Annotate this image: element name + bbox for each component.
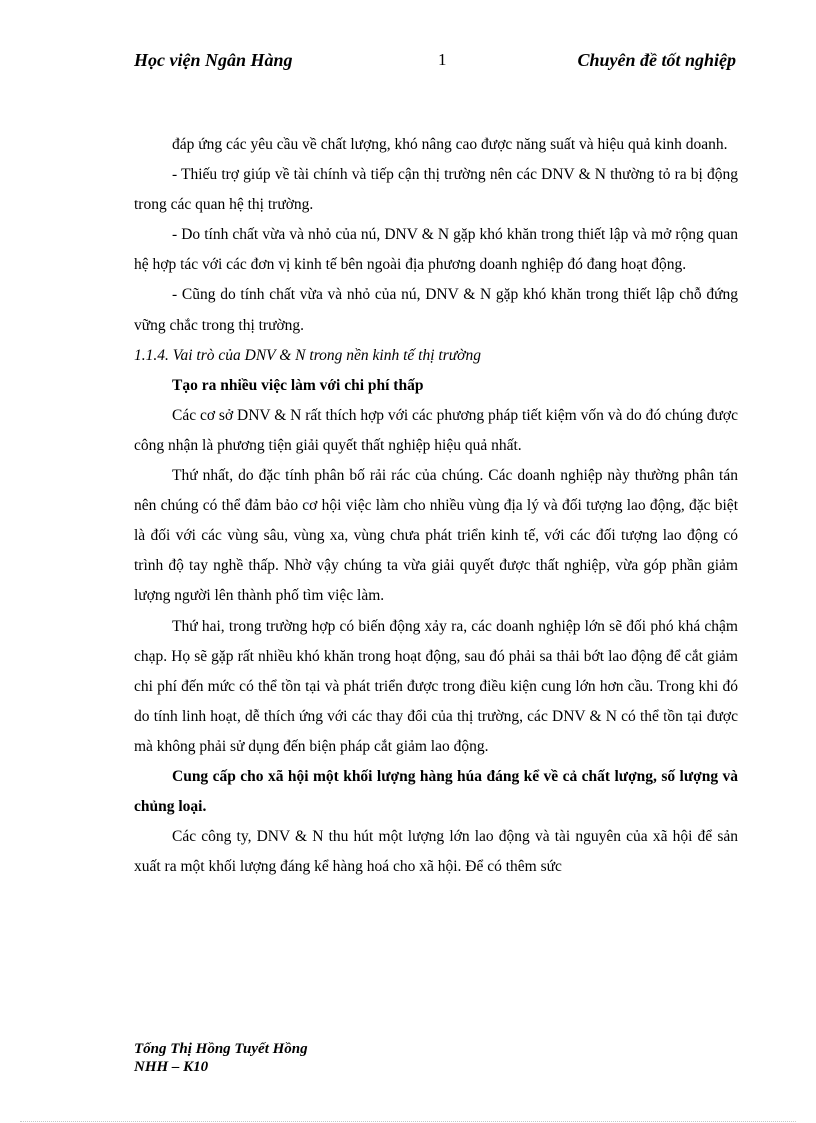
header-institution: Học viện Ngân Hàng xyxy=(134,50,293,70)
paragraph-goods-supply: Các công ty, DNV & N thu hút một lượng lớn lao động và tài nguyên của xã hội để sản xuất ra một khối lượng đáng kể hàng hoá cho xã hội. Để có thêm sức xyxy=(134,828,738,876)
page-number: 1 xyxy=(438,50,447,69)
header-document-type: Chuyên đề tốt nghiệp xyxy=(577,50,736,70)
paragraph-first-point: Thứ nhất, do đặc tính phân bố rải rác của chúng. Các doanh nghiệp này thường phân tán nên chúng có thể đảm bảo cơ hội việc làm cho nhiều vùng địa lý và đối tượng lao động, đặc biệt là đối với các vùng sâu, vùng xa, vùng chưa phát triển kinh tế, với các đối tượng lao động có trình độ tay nghề thấp. Nhờ vậy chúng ta vừa giải quyết được thất nghiệp, vừa góp phần giảm lượng người lên thành phố tìm việc làm. xyxy=(134,467,738,605)
subheading-jobs: Tạo ra nhiều việc làm với chi phí thấp xyxy=(172,376,424,394)
paragraph-second-point: Thứ hai, trong trường hợp có biến động xảy ra, các doanh nghiệp lớn sẽ đối phó khá chậm chạp. Họ sẽ gặp rất nhiều khó khăn trong hoạt động, sau đó phải sa thải bớt lao động để cắt giảm chi phí đến mức có thể tồn tại và phát triển được trong điều kiện cung lớn hơn cầu. Trong khi đó do tính linh hoạt, dễ thích ứng với các thay đổi của thị trường, các DNV & N có thể tồn tại được mà không phải sử dụng đến biện pháp cắt giảm lao động. xyxy=(134,617,738,755)
section-heading: 1.1.4. Vai trò của DNV & N trong nền kinh tế thị trường xyxy=(134,346,481,364)
page-header xyxy=(134,46,736,76)
page-bottom-divider xyxy=(20,1121,796,1122)
page-footer xyxy=(134,1040,534,1076)
paragraph-market-position-bullet: - Cũng do tính chất vừa và nhỏ của nú, DNV & N gặp khó khăn trong thiết lập chỗ đứng vững chắc trong thị trường. xyxy=(134,286,738,334)
paragraph-continuation: đáp ứng các yêu cầu về chất lượng, khó nâng cao được năng suất và hiệu quả kinh doanh. xyxy=(172,136,728,153)
paragraph-jobs-intro: Các cơ sở DNV & N rất thích hợp với các phương pháp tiết kiệm vốn và do đó chúng được công nhận là phương tiện giải quyết thất nghiệp hiệu quả nhất. xyxy=(134,406,738,454)
body-text xyxy=(134,130,738,882)
subheading-goods-supply: Cung cấp cho xã hội một khối lượng hàng húa đáng kể về cả chất lượng, số lượng và chủng loại. xyxy=(134,767,738,816)
paragraph-finance-bullet: - Thiếu trợ giúp về tài chính và tiếp cận thị trường nên các DNV & N thường tỏ ra bị động trong các quan hệ thị trường. xyxy=(134,166,738,214)
footer-author: Tống Thị Hồng Tuyết Hồng xyxy=(134,1041,308,1057)
footer-class: NHH – K10 xyxy=(134,1059,209,1075)
paragraph-cooperation-bullet: - Do tính chất vừa và nhỏ của nú, DNV & N gặp khó khăn trong thiết lập và mở rộng quan hệ hợp tác với các đơn vị kinh tế bên ngoài địa phương doanh nghiệp đó đang hoạt động. xyxy=(134,226,738,274)
